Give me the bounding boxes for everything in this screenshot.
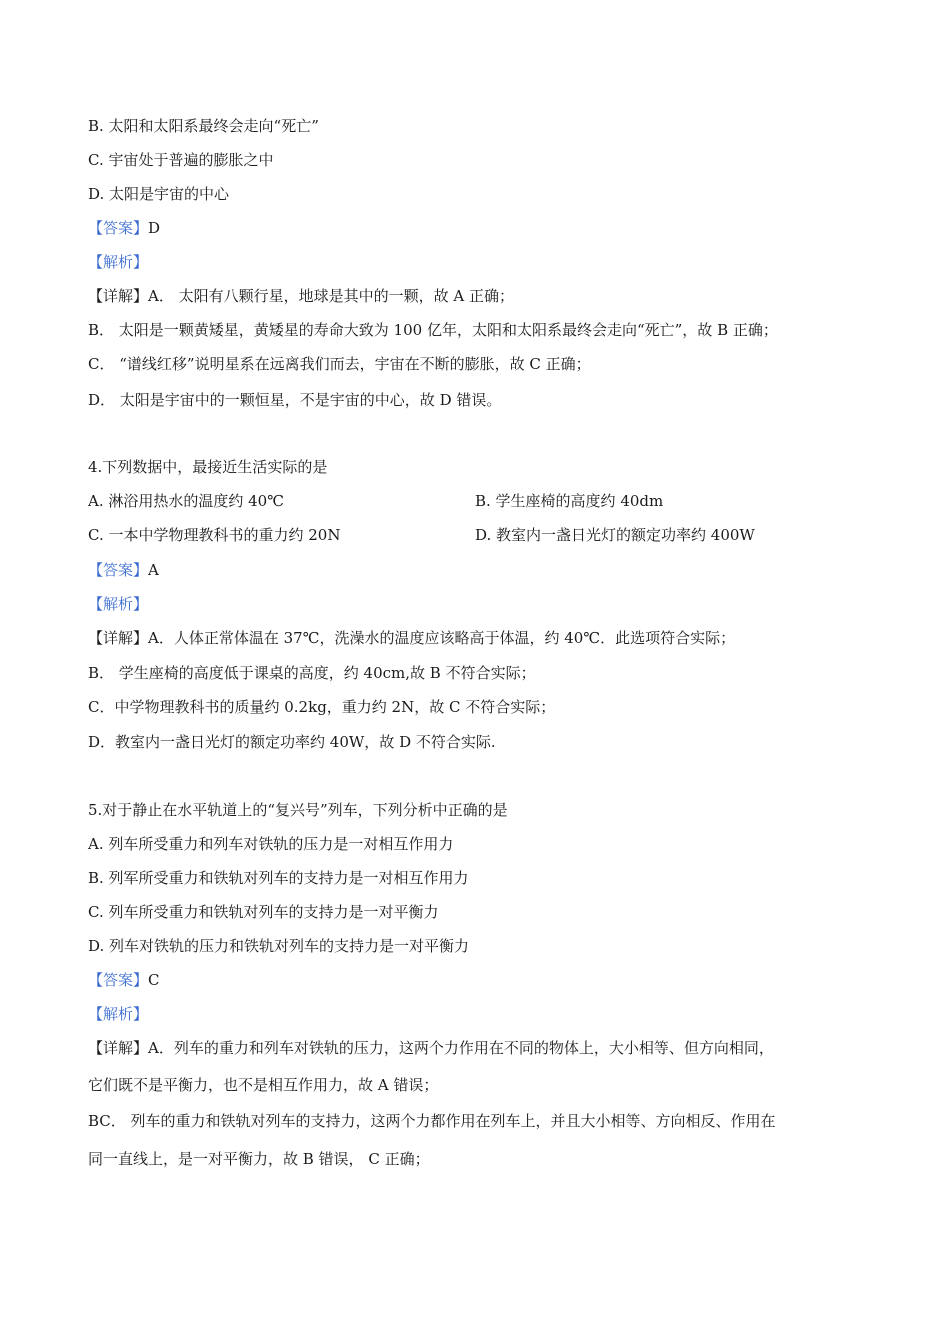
q3-option-d: D. 太阳是宇宙的中心	[88, 185, 230, 203]
answer-tag: 【答案】	[88, 561, 149, 579]
q5-option-c: C. 列车所受重力和铁轨对列车的支持力是一对平衡力	[88, 903, 439, 921]
q5-option-d: D. 列车对铁轨的压力和铁轨对列车的支持力是一对平衡力	[88, 937, 470, 955]
q3-detail-c: C． “谱线红移”说明星系在远离我们而去，宇宙在不断的膨胀，故 C 正确；	[88, 355, 591, 373]
q3-option-c: C. 宇宙处于普遍的膨胀之中	[88, 151, 274, 169]
q3-analysis-tag	[88, 252, 148, 272]
answer-value: D	[148, 219, 161, 237]
q3-answer	[88, 218, 160, 238]
q5-analysis-tag	[88, 1004, 148, 1024]
detail-tag: 【详解】	[88, 629, 149, 647]
q3-option-b: B. 太阳和太阳系最终会走向“死亡”	[88, 117, 319, 135]
detail-tag: 【详解】	[88, 287, 149, 305]
q4-option-a: A. 淋浴用热水的温度约 40℃	[88, 492, 285, 510]
q5-detail-bc: BC． 列车的重力和铁轨对列车的支持力，这两个力都作用在列车上，并且大小相等、方向相反、作用在	[88, 1112, 776, 1130]
q4-analysis-tag	[88, 594, 148, 614]
q5-detail-a-cont: 它们既不是平衡力，也不是相互作用力，故 A 错误；	[88, 1076, 439, 1094]
answer-value: C	[148, 971, 160, 989]
q4-detail-c: C．中学物理教科书的质量约 0.2kg，重力约 2N，故 C 不符合实际；	[88, 698, 556, 716]
q5-answer	[88, 970, 160, 990]
q4-option-d: D. 教室内一盏日光灯的额定功率约 400W	[475, 526, 755, 544]
detail-text: A． 太阳有八颗行星，地球是其中的一颗，故 A 正确；	[148, 287, 514, 305]
q4-detail-b: B． 学生座椅的高度低于课桌的高度，约 40cm,故 B 不符合实际；	[88, 664, 536, 682]
q5-detail-a	[88, 1038, 774, 1058]
analysis-tag: 【解析】	[88, 1005, 149, 1023]
answer-tag: 【答案】	[88, 219, 149, 237]
q5-stem: 5.对于静止在水平轨道上的“复兴号”列车，下列分析中正确的是	[88, 801, 508, 819]
analysis-tag: 【解析】	[88, 595, 149, 613]
answer-value: A	[148, 561, 159, 579]
q5-option-a: A. 列车所受重力和列车对铁轨的压力是一对相互作用力	[88, 835, 454, 853]
q4-stem: 4.下列数据中，最接近生活实际的是	[88, 458, 328, 476]
q4-detail-a	[88, 628, 735, 648]
q4-option-c: C. 一本中学物理教科书的重力约 20N	[88, 526, 341, 544]
q4-answer	[88, 560, 159, 580]
detail-text: A．人体正常体温在 37℃，洗澡水的温度应该略高于体温，约 40℃．此选项符合实际；	[148, 629, 736, 647]
detail-tag: 【详解】	[88, 1039, 149, 1057]
q5-option-b: B. 列军所受重力和铁轨对列车的支持力是一对相互作用力	[88, 869, 469, 887]
answer-tag: 【答案】	[88, 971, 149, 989]
q3-detail-b: B． 太阳是一颗黄矮星，黄矮星的寿命大致为 100 亿年，太阳和太阳系最终会走向“死亡”，故 B 正确；	[88, 321, 778, 339]
q3-detail-a	[88, 286, 514, 306]
analysis-tag: 【解析】	[88, 253, 149, 271]
detail-text: A．列车的重力和列车对铁轨的压力，这两个力作用在不同的物体上，大小相等、但方向相同，	[148, 1039, 774, 1057]
q4-detail-d: D．教室内一盏日光灯的额定功率约 40W，故 D 不符合实际.	[88, 733, 496, 751]
q3-detail-d: D． 太阳是宇宙中的一颗恒星，不是宇宙的中心，故 D 错误。	[88, 391, 502, 409]
q4-option-b: B. 学生座椅的高度约 40dm	[475, 492, 664, 510]
q5-detail-bc-cont: 同一直线上，是一对平衡力，故 B 错误， C 正确；	[88, 1150, 430, 1168]
